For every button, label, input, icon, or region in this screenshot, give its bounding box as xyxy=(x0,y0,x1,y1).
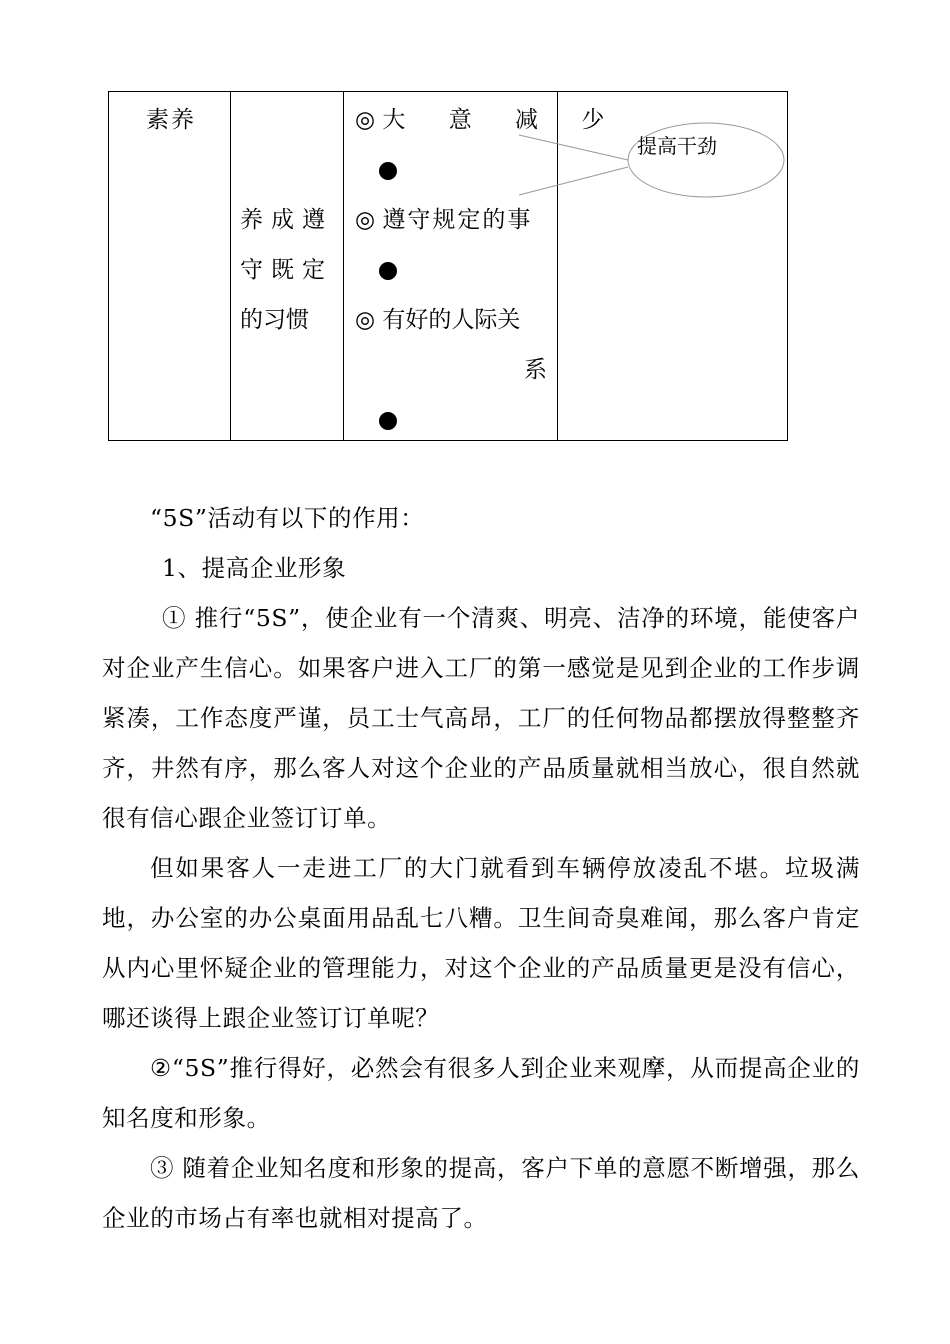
description-line: 守既定 xyxy=(240,257,333,283)
intro-text: “5S”活动有以下的作用： xyxy=(150,504,425,532)
benefit-text: 有好的人际关 xyxy=(382,307,521,333)
description-line: 的习惯 xyxy=(240,307,309,333)
paragraph: 但如果客人一走进工厂的大门就看到车辆停放凌乱不堪。垃圾满地，办公室的办公桌面用品乱七八糟。卫生间奇臭难闻，那么客户肯定从内心里怀疑企业的管理能力，对这个企业的产品质量更是没有信心，哪还谈得上跟企业签订订单呢？ xyxy=(102,854,860,1032)
double-circle-icon: ◎ xyxy=(355,207,376,233)
benefit-continuation: 系 xyxy=(524,357,547,383)
benefit-text: 遵守规定的事 xyxy=(382,207,533,233)
double-circle-icon: ◎ xyxy=(355,107,376,133)
section-heading: 1、提高企业形象 xyxy=(162,554,347,582)
double-circle-icon: ◎ xyxy=(355,307,376,333)
paragraph: ① 推行“5S”，使企业有一个清爽、明亮、洁净的环境，能使客户对企业产生信心。如果客户进入工厂的第一感觉是见到企业的工作步调紧凑，工作态度严谨，员工士气高昂，工厂的任何物品都摆放得整整齐齐，井然有序，那么客人对这个企业的产品质量就相当放心，很自然就很有信心跟企业签订订单。 xyxy=(102,604,860,832)
description-line: 养成遵 xyxy=(240,207,333,233)
annotation-label: 提高干劲 xyxy=(637,134,717,158)
paragraph: ③ 随着企业知名度和形象的提高，客户下单的意愿不断增强，那么企业的市场占有率也就相对提高了。 xyxy=(102,1154,860,1232)
paragraph: ②“5S”推行得好，必然会有很多人到企业来观摩，从而提高企业的知名度和形象。 xyxy=(102,1054,860,1132)
annotation-callout xyxy=(0,0,950,460)
benefit-text: 大 意 减 少 xyxy=(382,107,623,133)
category-cell: 素养 xyxy=(146,107,196,133)
